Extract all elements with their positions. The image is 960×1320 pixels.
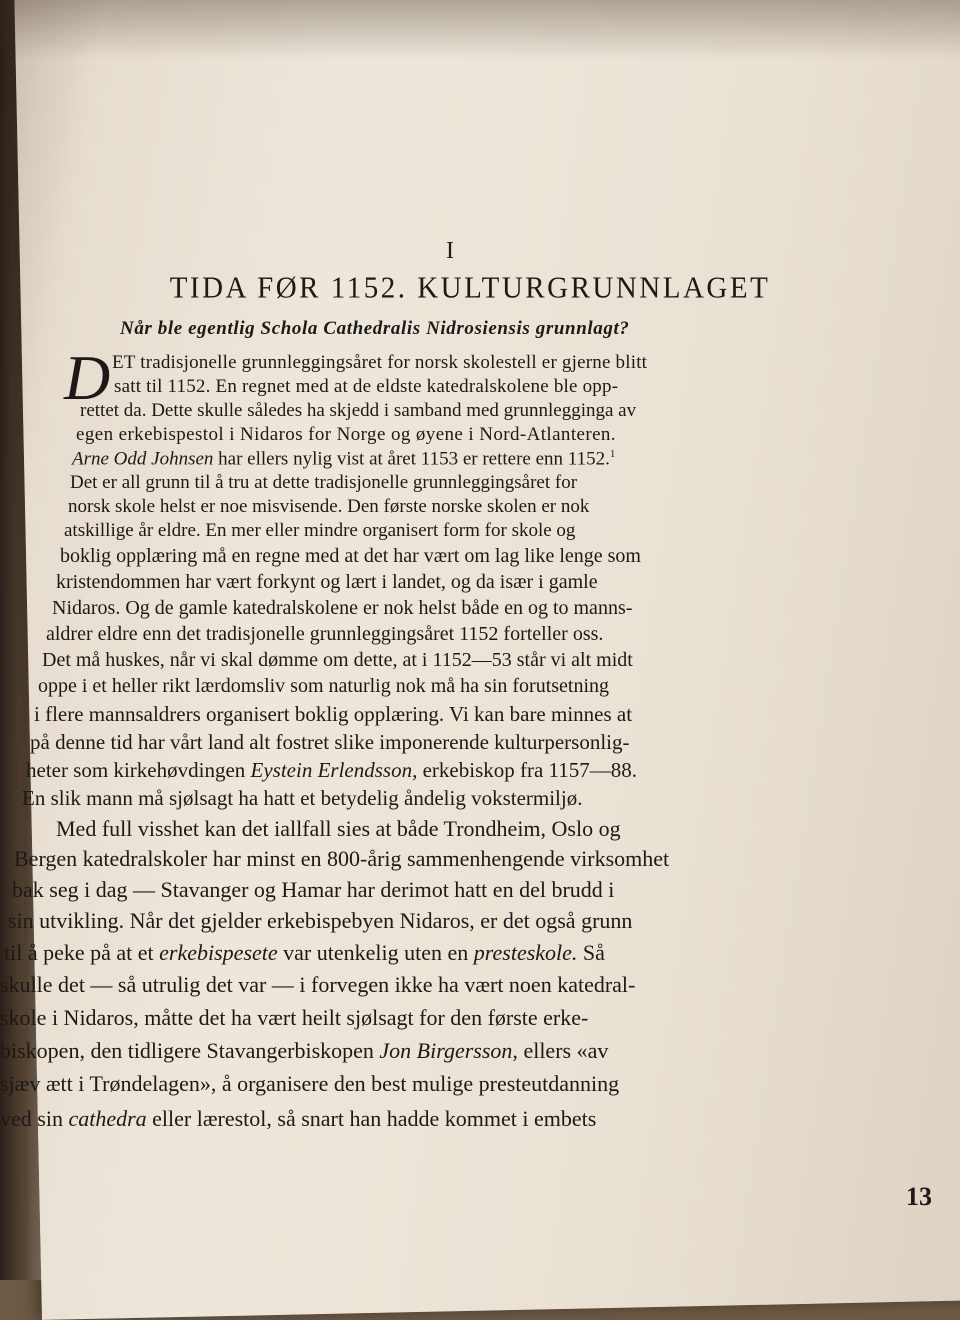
text-span: ellers «av [517, 1038, 609, 1063]
footnote-reference: 1 [609, 448, 616, 460]
chapter-number: I [446, 238, 454, 264]
person-name: Eystein Erlendsson, [250, 758, 418, 782]
text-span: eller lærestol, så snart han hadde kommet i embets [146, 1106, 597, 1131]
text-line: Det må huskes, når vi skal dømme om dette, at i 1152—53 står vi alt midt [42, 649, 633, 671]
text-line: atskillige år eldre. En mer eller mindre organisert form for skole og [64, 520, 576, 541]
text-line [26, 758, 637, 783]
text-line: boklig opplæring må en regne med at det har vært om lag like lenge som [60, 545, 641, 567]
text-line: norsk skole helst er noe misvisende. Den første norske skolen er nok [68, 496, 590, 517]
text-line: oppe i et heller rikt lærdomsliv som naturlig nok må ha sin forutsetning [38, 675, 610, 697]
text-line: satt til 1152. En regnet med at de eldste katedralskolene ble opp- [114, 376, 619, 397]
text-line: Bergen katedralskoler har minst en 800-årig sammenhengende virksomhet [14, 846, 670, 871]
text-line: egen erkebispestol i Nidaros for Norge og øyene i Nord-Atlanteren. [76, 424, 616, 445]
text-line: sin utvikling. Når det gjelder erkebispebyen Nidaros, er det også grunn [8, 908, 633, 933]
text-span: har ellers nylig vist at året 1153 er rettere enn 1152. [213, 448, 610, 470]
text-line: skulle det — så utrulig det var — i forvegen ikke ha vært noen katedral- [0, 972, 636, 997]
text-line: i flere mannsaldrers organisert boklig opplæring. Vi kan bare minnes at [34, 702, 633, 726]
person-name: Jon Birgersson, [379, 1038, 518, 1063]
text-span: var utenkelig uten en [277, 940, 474, 965]
text-line [0, 1038, 608, 1064]
emphasis-term: cathedra [68, 1106, 147, 1131]
author-name: Arne Odd Johnsen [72, 448, 214, 470]
text-line: Med full visshet kan det iallfall sies at både Trondheim, Oslo og [56, 816, 621, 841]
text-line [0, 1106, 596, 1132]
text-line: på denne tid har vårt land alt fostret slike imponerende kulturpersonlig- [30, 730, 630, 754]
drop-cap: D [64, 342, 111, 413]
text-span: biskopen, den tidligere Stavangerbiskopen [0, 1038, 380, 1063]
chapter-subtitle: Når ble egentlig Schola Cathedralis Nidrosiensis grunnlagt? [120, 318, 630, 339]
text-line: ET tradisjonelle grunnleggingsåret for norsk skolestell er gjerne blitt [112, 352, 648, 373]
text-span: til å peke på at et [4, 940, 160, 965]
text-line: En slik mann må sjølsagt ha hatt et betydelig åndelig vokstermiljø. [22, 786, 583, 810]
page-number: 13 [906, 1182, 932, 1211]
chapter-title: TIDA FØR 1152. KULTURGRUNNLAGET [169, 271, 771, 305]
text-line: Det er all grunn til å tru at dette tradisjonelle grunnleggingsåret for [70, 472, 578, 493]
emphasis-term: erkebispesete [159, 940, 278, 965]
text-span: ved sin [0, 1106, 69, 1131]
text-span: heter som kirkehøvdingen [26, 758, 251, 782]
text-line [72, 448, 615, 470]
text-line: sjæv ætt i Trøndelagen», å organisere den best mulige presteutdanning [0, 1071, 620, 1096]
text-line: kristendommen har vært forkynt og lært i landet, og da især i gamle [56, 571, 598, 593]
text-line: rettet da. Dette skulle således ha skjedd i samband med grunnlegginga av [80, 400, 637, 421]
text-line: bak seg i dag — Stavanger og Hamar har derimot hatt en del brudd i [12, 877, 615, 902]
text-line: skole i Nidaros, måtte det ha vært heilt sjølsagt for den første erke- [0, 1005, 589, 1030]
text-line [4, 940, 605, 966]
text-span: Så [577, 940, 605, 965]
text-line: aldrer eldre enn det tradisjonelle grunnleggingsåret 1152 forteller oss. [46, 623, 604, 645]
text-line: Nidaros. Og de gamle katedralskolene er nok helst både en og to manns- [52, 597, 633, 619]
emphasis-term: presteskole. [473, 940, 578, 965]
text-span: erkebiskop fra 1157—88. [417, 758, 638, 782]
